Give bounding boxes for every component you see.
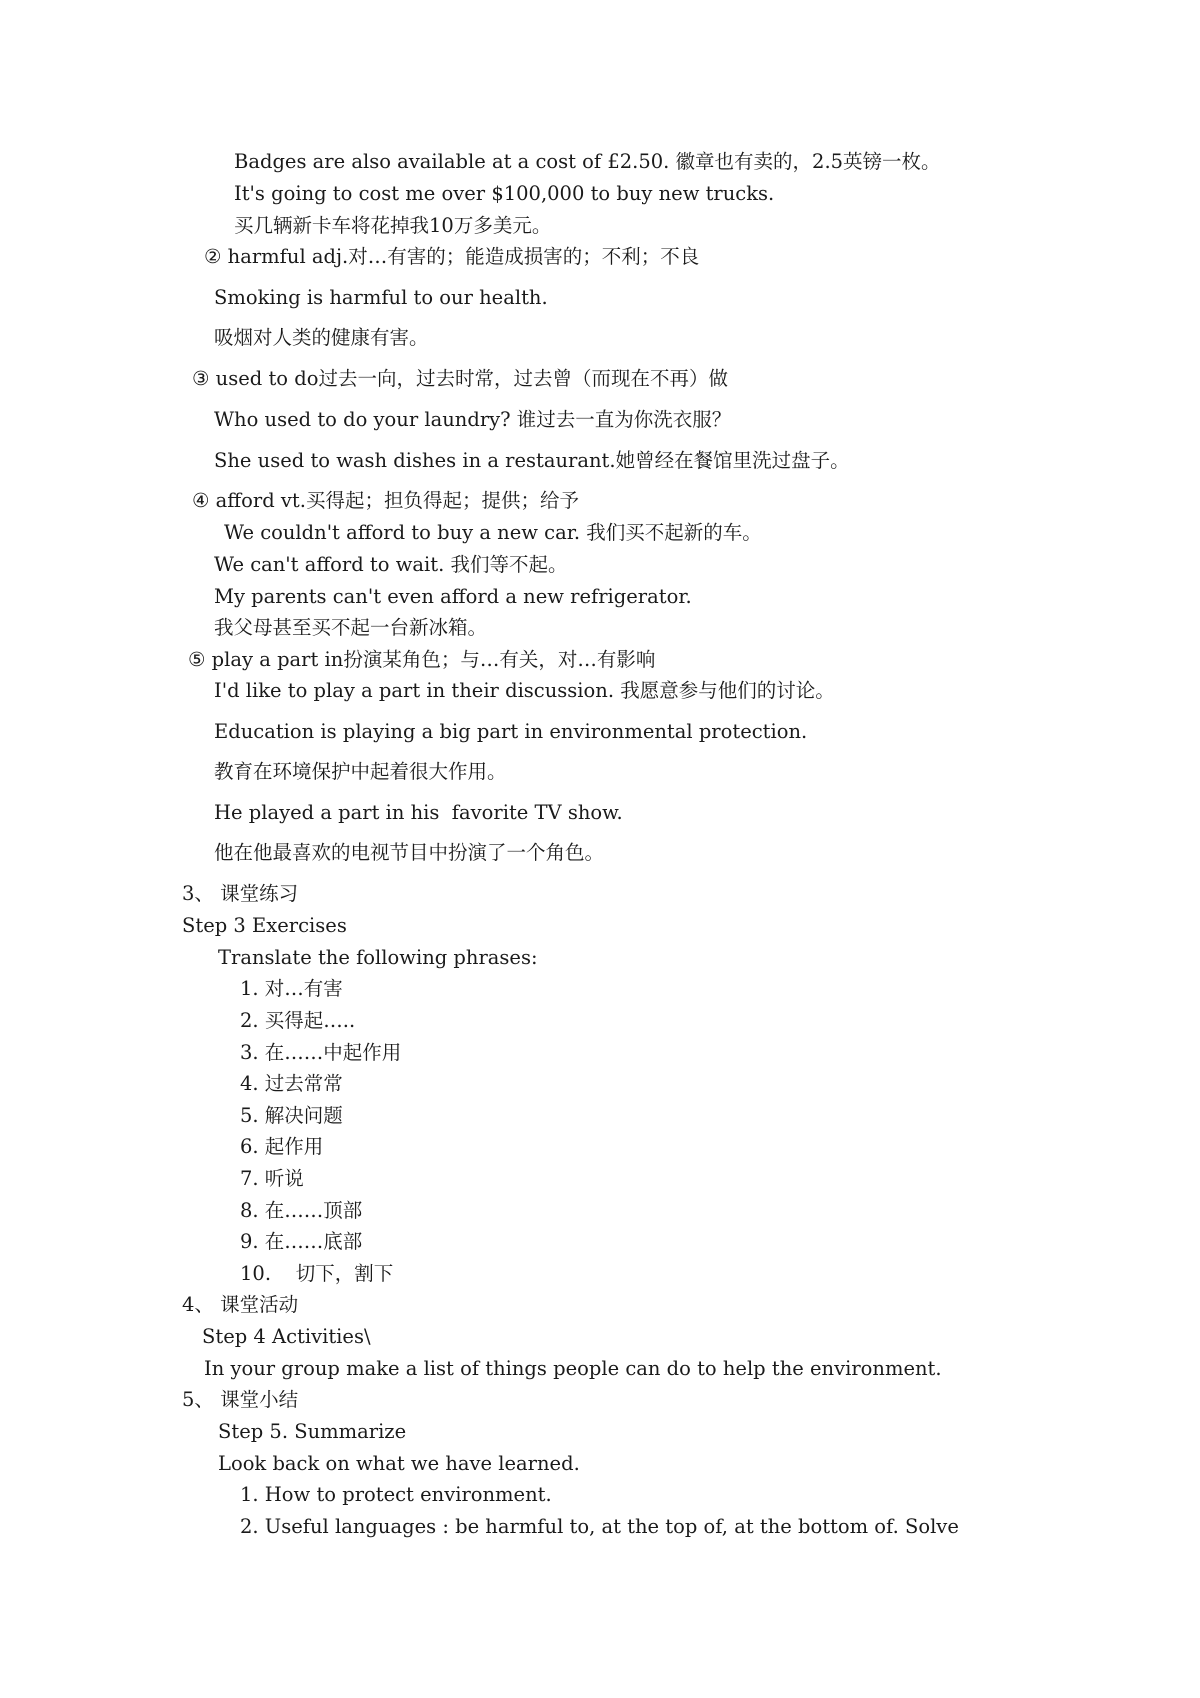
translate-instruction: Translate the following phrases: <box>218 946 538 969</box>
section-4-title: 4、 课堂活动 <box>182 1293 299 1316</box>
harmful-example: Smoking is harmful to our health. <box>214 286 548 309</box>
cost-example-2: It's going to cost me over $100,000 to buy new trucks. <box>234 182 775 205</box>
section-3-title: 3、 课堂练习 <box>182 882 299 905</box>
phrase-item: 2. 买得起….. <box>240 1009 356 1032</box>
used-to-example-1: Who used to do your laundry? 谁过去一直为你洗衣服？ <box>214 408 732 431</box>
phrase-item: 4. 过去常常 <box>240 1072 343 1095</box>
play-a-part-example-2: Education is playing a big part in environmental protection. <box>214 720 808 743</box>
afford-example-2: We can't afford to wait. 我们等不起。 <box>214 553 568 576</box>
phrase-item: 6. 起作用 <box>240 1135 324 1158</box>
section-5-title: 5、 课堂小结 <box>182 1388 299 1411</box>
summary-item: 1. How to protect environment. <box>240 1483 552 1506</box>
summary-item: 2. Useful languages : be harmful to, at the top of, at the bottom of. Solve <box>240 1515 959 1538</box>
activity-instruction: In your group make a list of things people can do to help the environment. <box>204 1357 942 1380</box>
item-afford-heading: ④ afford vt.买得起；担负得起；提供；给予 <box>192 489 579 512</box>
step-4-heading: Step 4 Activities\ <box>202 1325 371 1348</box>
play-a-part-example-3: He played a part in his favorite TV show. <box>214 801 623 824</box>
afford-example-1: We couldn't afford to buy a new car. 我们买不起新的车。 <box>224 521 762 544</box>
phrase-item: 5. 解决问题 <box>240 1104 343 1127</box>
afford-example-3-translation: 我父母甚至买不起一台新冰箱。 <box>214 616 488 639</box>
phrase-item: 8. 在……顶部 <box>240 1199 363 1222</box>
play-a-part-example-1: I'd like to play a part in their discussion. 我愿意参与他们的讨论。 <box>214 679 835 702</box>
phrase-item: 7. 听说 <box>240 1167 304 1190</box>
item-harmful-heading: ② harmful adj.对…有害的；能造成损害的；不利；不良 <box>204 245 700 268</box>
phrase-item: 3. 在……中起作用 <box>240 1041 402 1064</box>
afford-example-3: My parents can't even afford a new refrigerator. <box>214 585 692 608</box>
cost-example-1: Badges are also available at a cost of £2.50. 徽章也有卖的，2.5英镑一枚。 <box>234 150 941 173</box>
harmful-example-translation: 吸烟对人类的健康有害。 <box>214 326 429 349</box>
phrase-item: 10. 切下，割下 <box>240 1262 394 1285</box>
used-to-example-2: She used to wash dishes in a restaurant.她曾经在餐馆里洗过盘子。 <box>214 449 850 472</box>
play-a-part-example-3-translation: 他在他最喜欢的电视节目中扮演了一个角色。 <box>214 841 605 864</box>
step-5-heading: Step 5. Summarize <box>218 1420 407 1443</box>
look-back-line: Look back on what we have learned. <box>218 1452 580 1475</box>
play-a-part-example-2-translation: 教育在环境保护中起着很大作用。 <box>214 760 507 783</box>
phrase-item: 9. 在……底部 <box>240 1230 363 1253</box>
item-used-to-heading: ③ used to do过去一向，过去时常，过去曾（而现在不再）做 <box>192 367 728 390</box>
step-3-heading: Step 3 Exercises <box>182 914 347 937</box>
item-play-a-part-heading: ⑤ play a part in扮演某角色；与…有关，对…有影响 <box>188 648 656 671</box>
phrase-item: 1. 对…有害 <box>240 977 343 1000</box>
cost-example-2-translation: 买几辆新卡车将花掉我10万多美元。 <box>234 214 552 237</box>
